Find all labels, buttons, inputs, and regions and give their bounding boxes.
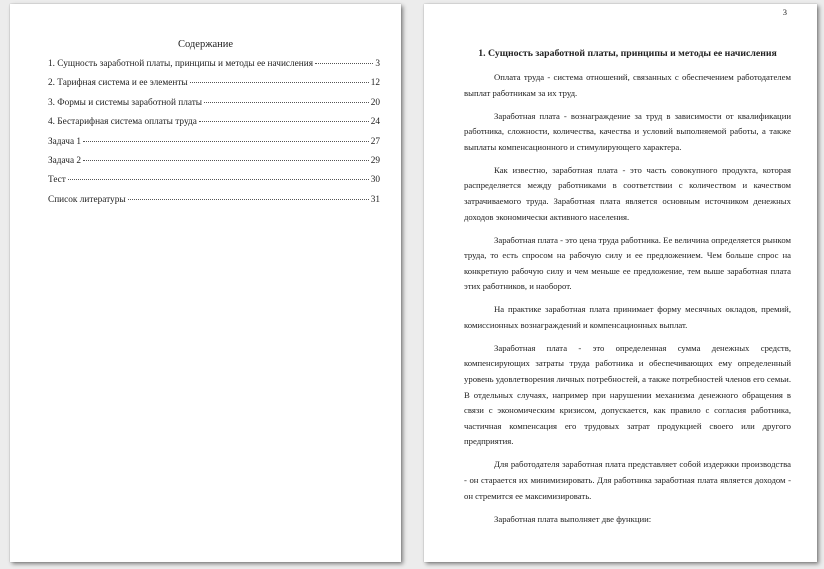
toc-leader-dots xyxy=(204,102,369,103)
toc-leader-dots xyxy=(83,141,369,142)
toc-entry-page: 29 xyxy=(370,155,380,166)
toc-entry xyxy=(48,175,380,194)
toc-entry xyxy=(48,137,380,156)
toc-entry xyxy=(48,156,380,175)
section-heading: 1. Сущность заработной платы, принципы и методы ее начисления xyxy=(478,48,777,59)
paragraph: На практике заработная плата принимает форму месячных окладов, премий, комиссионных вознаграждений и компенсационных выплат. xyxy=(464,304,791,330)
toc-entry-label: Задача 1 xyxy=(48,136,82,147)
toc-entry xyxy=(48,59,380,78)
toc-leader-dots xyxy=(83,160,369,161)
paragraph: Для работодателя заработная плата представляет собой издержки производства - он старается их минимизировать. Для работника заработная плата является доходом - он стремится ее максимизировать. xyxy=(464,459,791,501)
left-page xyxy=(10,4,401,562)
toc-entry-page: 27 xyxy=(370,136,380,147)
toc-entry xyxy=(48,195,380,214)
toc-entry-label: Задача 2 xyxy=(48,155,82,166)
toc-title: Содержание xyxy=(177,39,234,50)
toc-entry-page: 20 xyxy=(370,97,380,108)
toc-entry-label: 2. Тарифная система и ее элементы xyxy=(48,78,188,89)
body-text xyxy=(464,70,791,535)
toc-entry-label: Список литературы xyxy=(48,194,126,205)
right-page xyxy=(424,4,817,562)
toc-entry-page: 12 xyxy=(370,78,380,89)
paragraph: Как известно, заработная плата - это часть совокупного продукта, которая распределяется между работниками в соответствии с количеством и качеством затрачиваемого труда. Заработная плата является основным источником денежных доходов экономически активного населения. xyxy=(464,164,791,222)
toc-entry-label: 3. Формы и системы заработной платы xyxy=(48,97,203,108)
toc-entry-page: 30 xyxy=(370,175,380,186)
page-number: 3 xyxy=(782,7,787,17)
toc-entry xyxy=(48,117,380,136)
toc-entry xyxy=(48,98,380,117)
toc-leader-dots xyxy=(315,63,373,64)
table-of-contents xyxy=(48,59,380,214)
toc-entry-page: 3 xyxy=(375,59,380,69)
toc-entry-page: 24 xyxy=(370,117,380,128)
toc-entry-label: Тест xyxy=(48,175,66,186)
toc-leader-dots xyxy=(68,179,369,180)
toc-entry-page: 31 xyxy=(370,194,380,205)
toc-entry-label: 4. Бестарифная система оплаты труда xyxy=(48,117,197,128)
toc-leader-dots xyxy=(128,199,369,200)
toc-leader-dots xyxy=(190,82,369,83)
toc-leader-dots xyxy=(199,121,369,122)
toc-entry-label: 1. Сущность заработной платы, принципы и методы ее начисления xyxy=(48,59,314,69)
paragraph: Заработная плата - это цена труда работника. Ее величина определяется рынком труда, то есть спросом на рабочую силу и ее предложением. Чем больше спрос на конкретную рабочую силу и чем меньше ее предложение, тем выше заработная плата этих работников, и наоборот. xyxy=(464,234,791,292)
paragraph: Оплата труда - система отношений, связанных с обеспечением работодателем выплат работникам за их труд. xyxy=(464,72,791,98)
paragraph: Заработная плата выполняет две функции: xyxy=(494,513,652,524)
paragraph: Заработная плата - это определенная сумма денежных средств, компенсирующих затраты труда работника и обеспечивающих ему определенный уровень удовлетворения личных потребностей, а также потребностей членов его семьи. В отдельных случаях, например при нарушении механизма денежного обращения в связи с экономическим кризисом, допускается, как правило с согласия работника, частичная компенсация его трудовых затрат продукцией своего или другого предприятия. xyxy=(464,342,791,447)
paragraph: Заработная плата - вознаграждение за труд в зависимости от квалификации работника, сложности, количества, качества и условий выполняемой работы, а также выплаты компенсационного и стимулирующего характера. xyxy=(464,110,791,152)
toc-entry xyxy=(48,78,380,97)
